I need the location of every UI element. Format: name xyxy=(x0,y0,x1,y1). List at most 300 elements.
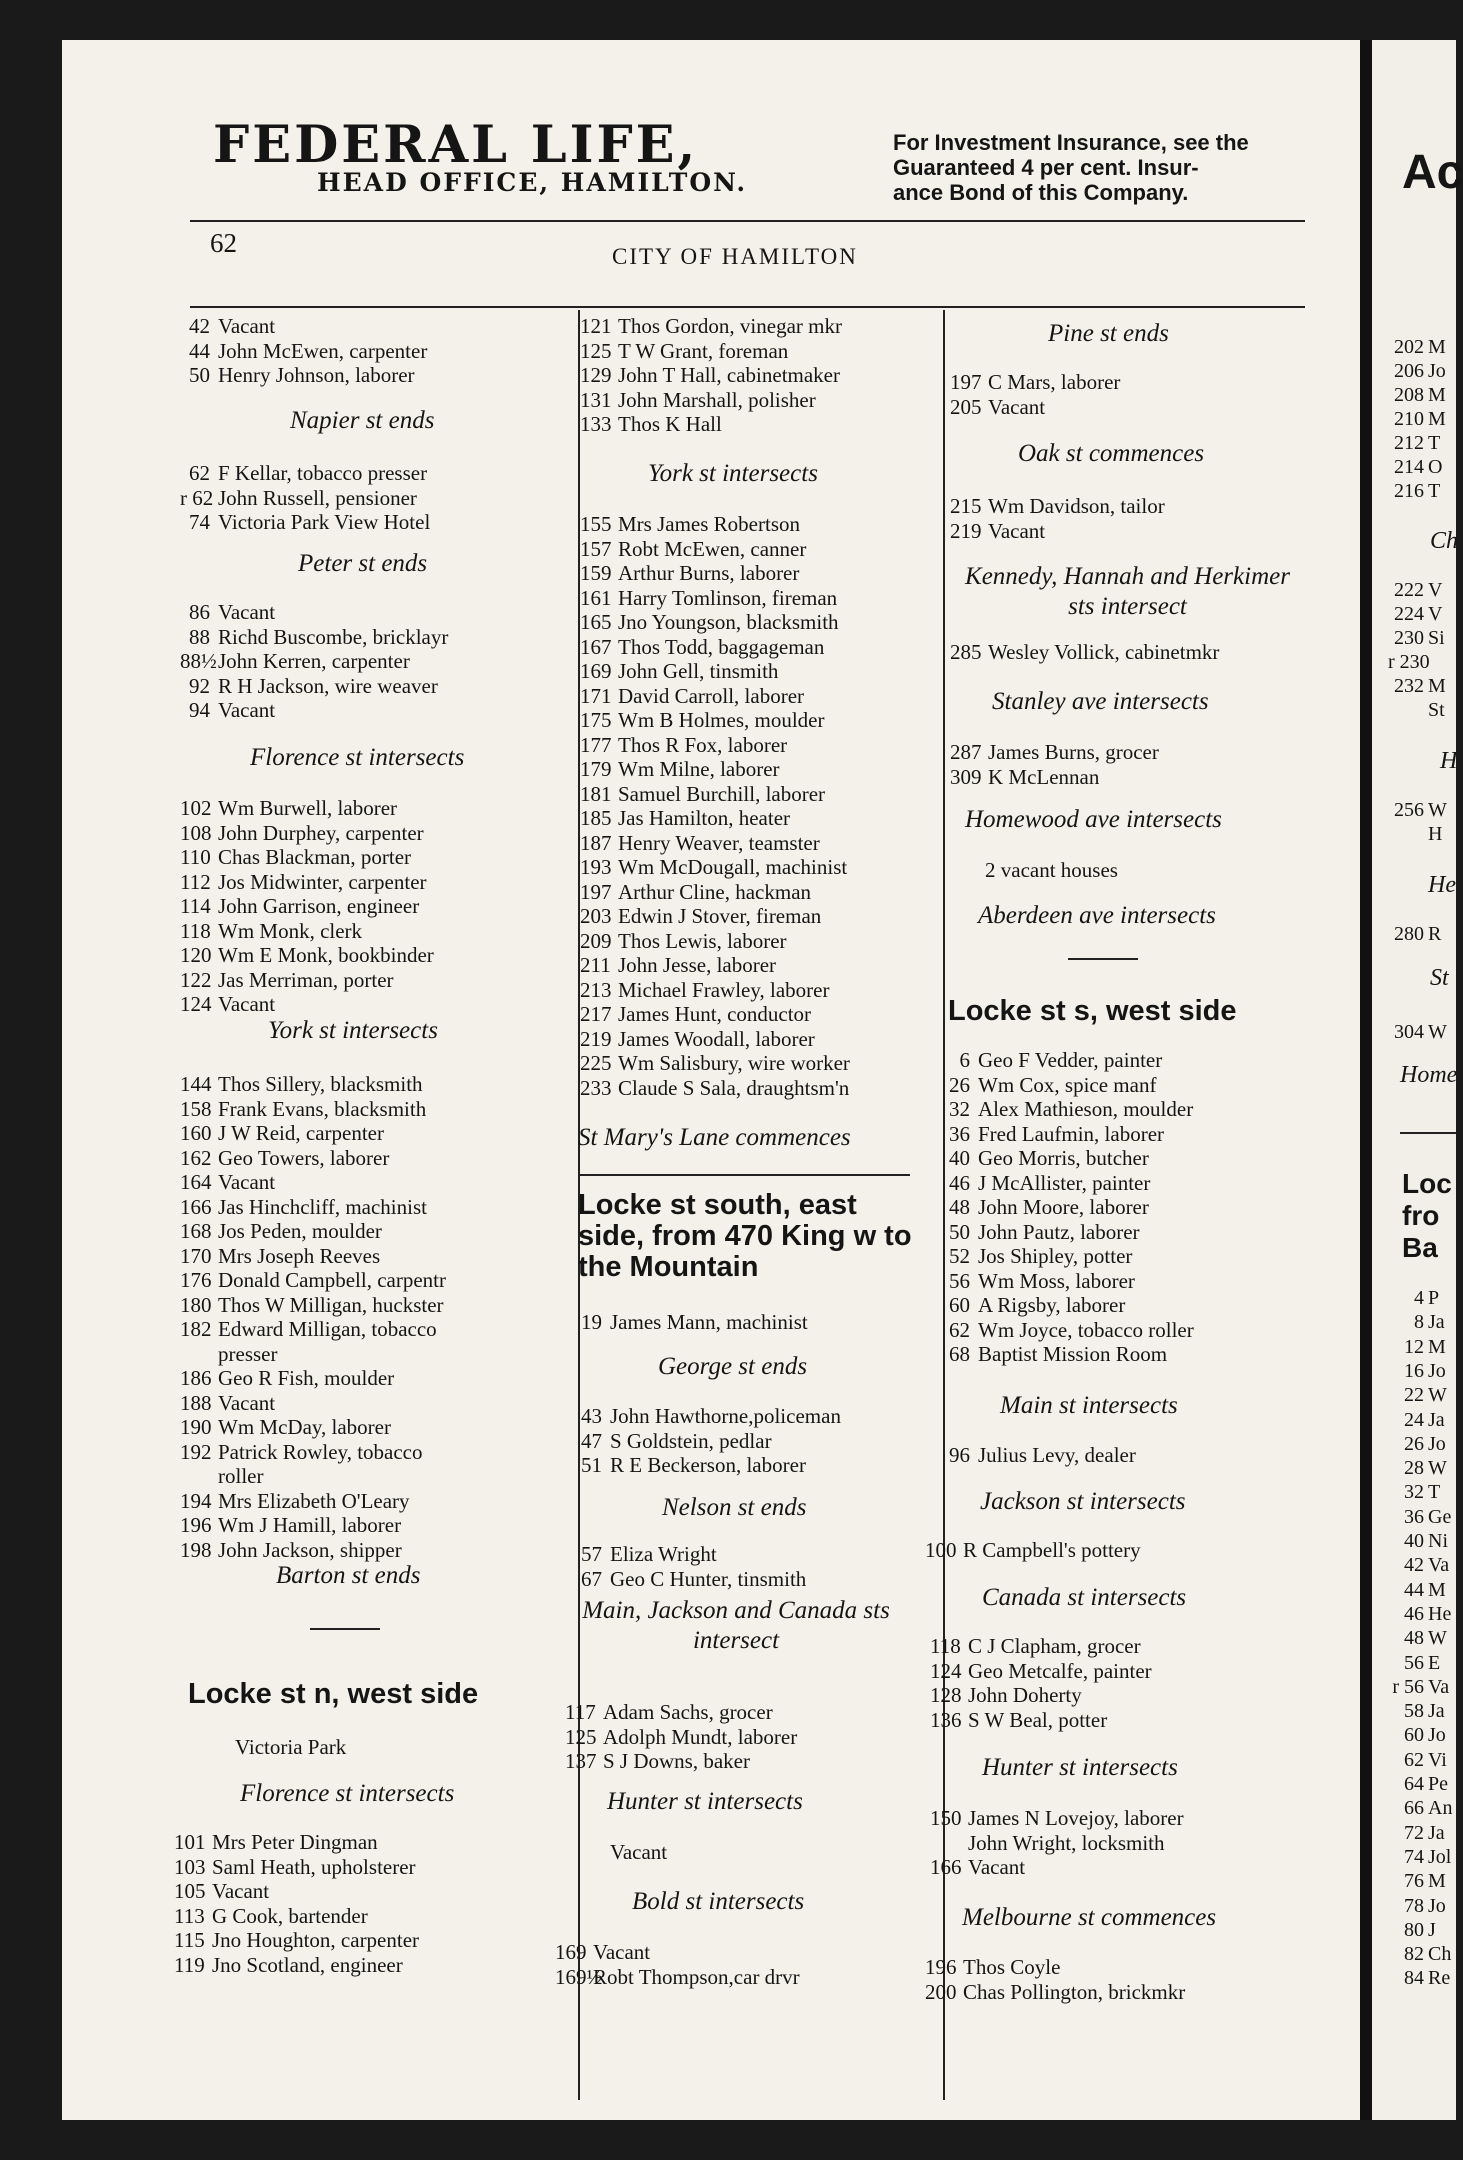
header-rule xyxy=(190,306,1305,308)
house-number: 51 xyxy=(581,1453,602,1477)
house-number: 121 xyxy=(580,314,612,338)
house-number: 208 xyxy=(1394,384,1424,406)
directory-entry xyxy=(572,1310,808,1334)
directory-entry xyxy=(180,1366,394,1390)
directory-entry xyxy=(580,929,787,953)
directory-entry xyxy=(174,1904,368,1928)
house-number: 47 xyxy=(581,1428,602,1453)
strip-entry xyxy=(1388,1699,1445,1723)
strip-entry xyxy=(1388,1480,1440,1504)
house-number: 280 xyxy=(1394,923,1424,945)
resident-name: Jas Hinchcliff, machinist xyxy=(218,1194,427,1219)
house-number: 36 xyxy=(949,1121,970,1146)
directory-entry xyxy=(180,1415,391,1439)
strip-entry xyxy=(1388,1869,1446,1893)
strip-entry xyxy=(1388,359,1446,383)
strip-entry xyxy=(1388,1578,1446,1602)
house-number: 169 xyxy=(555,1940,587,1964)
directory-entry xyxy=(925,1980,1185,2004)
resident-name: John Marshall, polisher xyxy=(618,387,816,412)
directory-entry xyxy=(580,1051,850,1075)
resident-name: Frank Evans, blacksmith xyxy=(218,1096,427,1121)
street-note: Nelson st ends xyxy=(662,1494,807,1521)
house-number: 179 xyxy=(580,757,612,781)
street-note: Ch xyxy=(1430,528,1459,554)
house-number: 188 xyxy=(180,1390,212,1415)
house-number: 157 xyxy=(580,536,612,561)
directory-entry xyxy=(580,904,821,928)
resident-name: Geo Towers, laborer xyxy=(218,1145,390,1170)
resident-name: Victoria Park View Hotel xyxy=(218,510,431,534)
house-number: 166 xyxy=(930,1855,962,1879)
resident-name: John Kerren, carpenter xyxy=(218,649,410,673)
house-number: 19 xyxy=(581,1310,602,1334)
house-number: 124 xyxy=(180,992,212,1016)
house-number: 194 xyxy=(180,1488,212,1513)
directory-entry xyxy=(180,1513,401,1537)
directory-entry xyxy=(950,494,1165,518)
house-number: 88 xyxy=(189,624,210,649)
directory-entry xyxy=(580,388,816,412)
house-number: 212 xyxy=(1394,432,1424,454)
house-number: 213 xyxy=(580,977,612,1002)
house-number: 42 xyxy=(189,314,210,338)
directory-entry xyxy=(180,1293,444,1317)
directory-entry xyxy=(180,870,427,894)
header-advertisement xyxy=(893,130,1323,205)
directory-entry xyxy=(565,1749,750,1773)
resident-name: Chas Blackman, porter xyxy=(218,845,412,869)
directory-entry xyxy=(174,1879,269,1903)
directory-entry xyxy=(180,992,275,1016)
directory-entry xyxy=(180,314,275,338)
resident-name: Baptist Mission Room xyxy=(978,1342,1168,1366)
resident-name: V xyxy=(1428,579,1443,601)
strip-heading: Loc xyxy=(1402,1168,1452,1199)
resident-name: Wm McDougall, machinist xyxy=(618,855,848,879)
resident-name: Richd Buscombe, bricklayr xyxy=(218,624,449,649)
directory-entry xyxy=(930,1806,1184,1830)
directory-entry xyxy=(180,1538,402,1562)
directory-entry xyxy=(580,708,824,732)
house-number: 28 xyxy=(1404,1457,1424,1480)
resident-name: S W Beal, potter xyxy=(968,1707,1108,1732)
resident-name: Jo xyxy=(1428,1894,1446,1917)
directory-entry xyxy=(180,461,427,485)
strip-heading: Ba xyxy=(1402,1232,1438,1263)
house-number: 101 xyxy=(174,1830,206,1854)
directory-entry xyxy=(940,1220,1140,1244)
house-number: 125 xyxy=(565,1724,597,1749)
resident-name: R Campbell's pottery xyxy=(963,1538,1141,1562)
house-number: 186 xyxy=(180,1366,212,1390)
strip-entry xyxy=(1388,1748,1447,1772)
directory-entry xyxy=(180,943,434,967)
resident-name: Ni xyxy=(1428,1530,1448,1552)
directory-entry xyxy=(572,1567,806,1591)
house-number: 232 xyxy=(1394,675,1424,697)
house-number: 78 xyxy=(1404,1894,1424,1917)
strip-entry xyxy=(1388,1626,1447,1650)
directory-entry xyxy=(580,537,806,561)
street-note: Florence st intersects xyxy=(240,1780,455,1807)
strip-entry xyxy=(1388,1505,1451,1529)
resident-name: Jas Merriman, porter xyxy=(218,967,394,992)
vacant-note: 2 vacant houses xyxy=(985,858,1118,882)
directory-entry xyxy=(950,765,1099,789)
ad-line: For Investment Insurance, see the xyxy=(893,130,1249,155)
strip-entry xyxy=(1388,1651,1440,1675)
house-number: 160 xyxy=(180,1121,212,1145)
resident-name: Jos Peden, moulder xyxy=(218,1219,382,1243)
resident-name: John Hawthorne,policeman xyxy=(610,1404,841,1428)
strip-entry xyxy=(1388,822,1442,846)
section-rule xyxy=(580,1174,910,1176)
house-number: 168 xyxy=(180,1219,212,1243)
house-number: 50 xyxy=(189,363,210,387)
header-rule xyxy=(190,220,1305,222)
directory-entry xyxy=(572,1429,772,1453)
resident-name: Robt McEwen, canner xyxy=(618,536,807,561)
resident-name: Va xyxy=(1428,1554,1450,1577)
strip-entry xyxy=(1388,1408,1445,1432)
house-number: 113 xyxy=(174,1903,205,1928)
strip-entry xyxy=(1388,1456,1447,1480)
directory-entry xyxy=(930,1708,1107,1732)
house-number: 187 xyxy=(580,830,612,855)
directory-entry xyxy=(180,1342,277,1366)
house-number: 144 xyxy=(180,1072,212,1096)
house-number: 190 xyxy=(180,1415,212,1439)
house-number: 64 xyxy=(1404,1773,1424,1795)
directory-entry xyxy=(572,1542,717,1566)
resident-name: M xyxy=(1428,675,1446,697)
directory-entry xyxy=(580,561,799,585)
house-number: 86 xyxy=(189,600,210,624)
strip-entry xyxy=(1388,1918,1436,1942)
house-number: 60 xyxy=(1404,1724,1424,1747)
resident-name: Pe xyxy=(1428,1773,1448,1795)
house-number: 133 xyxy=(580,412,612,436)
directory-entry xyxy=(180,1244,380,1268)
house-number: 225 xyxy=(580,1051,612,1075)
resident-name: Samuel Burchill, laborer xyxy=(618,781,826,806)
resident-name: Thos W Milligan, huckster xyxy=(218,1292,444,1317)
directory-entry xyxy=(580,339,788,363)
resident-name: C J Clapham, grocer xyxy=(968,1634,1141,1658)
house-number: 169 xyxy=(580,659,612,683)
house-number: 96 xyxy=(949,1443,970,1467)
house-number: 202 xyxy=(1394,336,1424,358)
resident-name: Geo Morris, butcher xyxy=(978,1146,1149,1170)
house-number: 196 xyxy=(925,1955,957,1979)
resident-name: Ja xyxy=(1428,1700,1445,1723)
directory-entry xyxy=(580,314,842,338)
directory-entry xyxy=(940,1171,1150,1195)
directory-entry xyxy=(940,1342,1167,1366)
street-note: Jackson st intersects xyxy=(980,1488,1186,1515)
directory-entry xyxy=(555,1940,650,1964)
house-number: 309 xyxy=(950,764,982,789)
house-number: 74 xyxy=(189,510,210,534)
resident-name: R E Beckerson, laborer xyxy=(610,1453,806,1477)
resident-name: John Russell, pensioner xyxy=(218,485,417,510)
resident-name: E xyxy=(1428,1651,1441,1674)
house-number: 210 xyxy=(1394,408,1424,430)
house-number: 40 xyxy=(1404,1530,1424,1552)
directory-entry xyxy=(180,486,417,510)
ad-line: Guaranteed 4 per cent. Insur- xyxy=(893,155,1199,180)
resident-name: Vacant xyxy=(218,600,276,624)
resident-name: Re xyxy=(1428,1967,1451,1990)
directory-entry xyxy=(940,1195,1149,1219)
strip-entry xyxy=(1388,578,1442,602)
house-number: 217 xyxy=(580,1002,612,1026)
resident-name: T xyxy=(1428,1481,1441,1504)
resident-name: John Gell, tinsmith xyxy=(618,659,779,683)
directory-entry xyxy=(580,782,825,806)
street-note: Oak st commences xyxy=(1018,440,1205,467)
resident-name: Jo xyxy=(1428,1359,1446,1382)
directory-entry xyxy=(940,1097,1193,1121)
resident-name: P xyxy=(1428,1287,1440,1309)
resident-name: M xyxy=(1428,408,1446,430)
directory-entry xyxy=(180,894,419,918)
house-number: 26 xyxy=(1404,1432,1424,1455)
house-number: 155 xyxy=(580,512,612,536)
house-number: 180 xyxy=(180,1292,212,1317)
strip-entry xyxy=(1388,1553,1449,1577)
resident-name: Claude S Sala, draughtsm'n xyxy=(618,1075,850,1100)
directory-entry xyxy=(580,806,790,830)
resident-name: H xyxy=(1428,823,1443,845)
strip-entry xyxy=(1388,1894,1446,1918)
directory-entry xyxy=(580,831,820,855)
house-number: 165 xyxy=(580,610,612,634)
resident-name: Jas Hamilton, heater xyxy=(618,806,791,830)
house-number: 22 xyxy=(1404,1384,1424,1407)
directory-entry xyxy=(174,1855,416,1879)
resident-name: John Jesse, laborer xyxy=(618,953,777,977)
house-number: 124 xyxy=(930,1658,962,1683)
resident-name: Mrs James Robertson xyxy=(618,512,800,536)
directory-entry xyxy=(580,1027,815,1051)
resident-name: Geo R Fish, moulder xyxy=(218,1366,395,1390)
street-note: St Mary's Lane commences xyxy=(578,1124,851,1151)
strip-entry xyxy=(1388,1845,1451,1869)
resident-name: M xyxy=(1428,1870,1446,1893)
resident-name: Vacant xyxy=(593,1940,651,1964)
section-rule xyxy=(310,1628,380,1630)
strip-entry xyxy=(1388,650,1428,674)
house-number: 8 xyxy=(1414,1311,1424,1334)
house-number: 57 xyxy=(581,1542,602,1566)
street-note: Homewood ave intersects xyxy=(965,806,1222,833)
house-number: 256 xyxy=(1394,799,1424,821)
header-brand: FEDERAL LIFE, xyxy=(213,115,699,175)
house-number: 42 xyxy=(1404,1554,1424,1577)
resident-name: S J Downs, baker xyxy=(603,1749,750,1773)
directory-entry xyxy=(180,1146,389,1170)
directory-entry xyxy=(180,1072,423,1096)
page-city-title: CITY OF HAMILTON xyxy=(612,244,858,269)
directory-entry xyxy=(580,1002,811,1026)
directory-entry xyxy=(580,659,778,683)
house-number: 162 xyxy=(180,1145,212,1170)
street-note: Stanley ave intersects xyxy=(992,688,1209,715)
directory-entry xyxy=(180,968,394,992)
resident-name: Henry Weaver, teamster xyxy=(618,830,820,855)
resident-name: Harry Tomlinson, fireman xyxy=(618,585,838,610)
strip-entry xyxy=(1388,1529,1448,1553)
section-heading: Locke st south, east side, from 470 King w to the Mountain xyxy=(578,1189,912,1283)
resident-name: Mrs Peter Dingman xyxy=(212,1830,378,1854)
directory-entry xyxy=(174,1928,419,1952)
house-number: 224 xyxy=(1394,603,1424,625)
street-note: Main, Jackson and Canada sts intersect xyxy=(582,1597,890,1654)
street-note: Hunter st intersects xyxy=(607,1788,803,1815)
house-number: 169½ xyxy=(555,1964,603,1989)
house-number: 215 xyxy=(950,494,982,518)
house-number: 128 xyxy=(930,1683,962,1707)
strip-entry xyxy=(1388,1821,1445,1845)
resident-name: Wm B Holmes, moulder xyxy=(618,708,825,732)
resident-name: Vacant xyxy=(988,394,1046,419)
resident-name: Jno Houghton, carpenter xyxy=(212,1928,420,1952)
house-number: 122 xyxy=(180,967,212,992)
section-heading: Locke st s, west side xyxy=(948,995,1237,1027)
resident-name: A Rigsby, laborer xyxy=(978,1293,1126,1317)
house-number: 67 xyxy=(581,1566,602,1591)
strip-entry xyxy=(1388,1942,1451,1966)
resident-name: Ja xyxy=(1428,1408,1445,1431)
street-note: Main st intersects xyxy=(1000,1392,1178,1419)
street-note: H xyxy=(1440,748,1458,774)
house-number: 56 xyxy=(949,1268,970,1293)
strip-entry xyxy=(1388,1675,1449,1699)
house-number: 76 xyxy=(1404,1870,1424,1893)
directory-entry xyxy=(940,1443,1136,1467)
resident-name: Wm Joyce, tobacco roller xyxy=(978,1317,1194,1342)
resident-name: W xyxy=(1428,1384,1447,1407)
directory-entry xyxy=(180,649,410,673)
resident-name: John T Hall, cabinetmaker xyxy=(618,363,840,387)
house-number: 230 xyxy=(1394,627,1424,649)
house-number: 16 xyxy=(1404,1359,1424,1382)
directory-entry xyxy=(565,1725,797,1749)
strip-entry xyxy=(1388,1383,1447,1407)
resident-name: Thos K Hall xyxy=(618,412,722,436)
resident-name: Wesley Vollick, cabinetmkr xyxy=(988,640,1220,664)
street-note: Aberdeen ave intersects xyxy=(978,902,1216,929)
directory-entry xyxy=(180,1464,263,1488)
house-number: 170 xyxy=(180,1243,212,1268)
house-number: 177 xyxy=(580,732,612,757)
directory-entry xyxy=(580,1076,849,1100)
house-number: 222 xyxy=(1394,579,1424,601)
house-number: 203 xyxy=(580,904,612,928)
resident-name: Jno Youngson, blacksmith xyxy=(618,610,839,634)
house-number: 205 xyxy=(950,394,982,419)
house-number: 48 xyxy=(1404,1627,1424,1650)
house-number: 94 xyxy=(189,698,210,722)
strip-entry xyxy=(1388,1723,1446,1747)
resident-name: James Burns, grocer xyxy=(988,740,1159,764)
directory-entry xyxy=(180,1121,384,1145)
resident-name: Thos Todd, baggageman xyxy=(618,634,825,659)
strip-entry xyxy=(1388,407,1446,431)
resident-name: Jo xyxy=(1428,1724,1446,1747)
house-number: 46 xyxy=(1404,1602,1424,1625)
strip-entry xyxy=(1388,602,1442,626)
house-number: 43 xyxy=(581,1404,602,1428)
resident-name: Adam Sachs, grocer xyxy=(603,1700,773,1724)
directory-entry xyxy=(180,600,275,624)
resident-name: John Moore, laborer xyxy=(978,1195,1149,1219)
directory-entry xyxy=(940,1244,1132,1268)
directory-entry xyxy=(580,512,800,536)
resident-name: Wm Monk, clerk xyxy=(218,918,363,943)
resident-name: James N Lovejoy, laborer xyxy=(968,1806,1184,1830)
house-number: 66 xyxy=(1404,1797,1424,1820)
resident-name: Thos Coyle xyxy=(963,1955,1061,1979)
resident-name: James Woodall, laborer xyxy=(618,1026,815,1051)
house-number: 40 xyxy=(949,1146,970,1170)
resident-name: W xyxy=(1428,1457,1447,1480)
directory-entry xyxy=(580,757,780,781)
house-number: 197 xyxy=(580,879,612,904)
directory-entry xyxy=(925,1955,1060,1979)
house-number: 150 xyxy=(930,1806,962,1830)
directory-entry xyxy=(940,1048,1162,1072)
resident-name: Ja xyxy=(1428,1821,1445,1844)
resident-name: Wm Burwell, laborer xyxy=(218,796,398,820)
directory-entry xyxy=(180,1440,423,1464)
resident-name: Eliza Wright xyxy=(610,1542,717,1566)
directory-entry xyxy=(925,1538,1141,1562)
resident-name: S Goldstein, pedlar xyxy=(610,1428,772,1453)
directory-entry xyxy=(950,640,1219,664)
house-number: 131 xyxy=(580,387,612,412)
resident-name: R xyxy=(1428,923,1442,945)
directory-entry xyxy=(950,519,1045,543)
directory-entry xyxy=(180,1489,410,1513)
house-number: 84 xyxy=(1404,1967,1424,1990)
vacant-note: Vacant xyxy=(610,1840,668,1864)
directory-entry xyxy=(180,821,424,845)
directory-entry xyxy=(180,363,415,387)
house-number: 197 xyxy=(950,370,982,394)
resident-name: Alex Mathieson, moulder xyxy=(978,1097,1194,1121)
house-number: 36 xyxy=(1404,1505,1424,1528)
street-note: Canada st intersects xyxy=(982,1584,1187,1611)
resident-name: An xyxy=(1428,1797,1453,1820)
house-number: 175 xyxy=(580,708,612,732)
house-number: r 56 xyxy=(1392,1675,1424,1698)
resident-name: Patrick Rowley, tobacco xyxy=(218,1439,423,1464)
strip-entry xyxy=(1388,431,1440,455)
street-note: Bold st intersects xyxy=(632,1888,805,1915)
directory-entry xyxy=(580,586,837,610)
header-office: HEAD OFFICE, HAMILTON. xyxy=(317,168,748,197)
resident-name: Jol xyxy=(1428,1845,1452,1868)
directory-entry xyxy=(940,1318,1194,1342)
house-number: 164 xyxy=(180,1170,212,1194)
strip-entry xyxy=(1388,1020,1447,1044)
strip-entry xyxy=(1388,1335,1446,1359)
resident-name: Va xyxy=(1428,1675,1450,1698)
resident-name: roller xyxy=(218,1464,264,1488)
